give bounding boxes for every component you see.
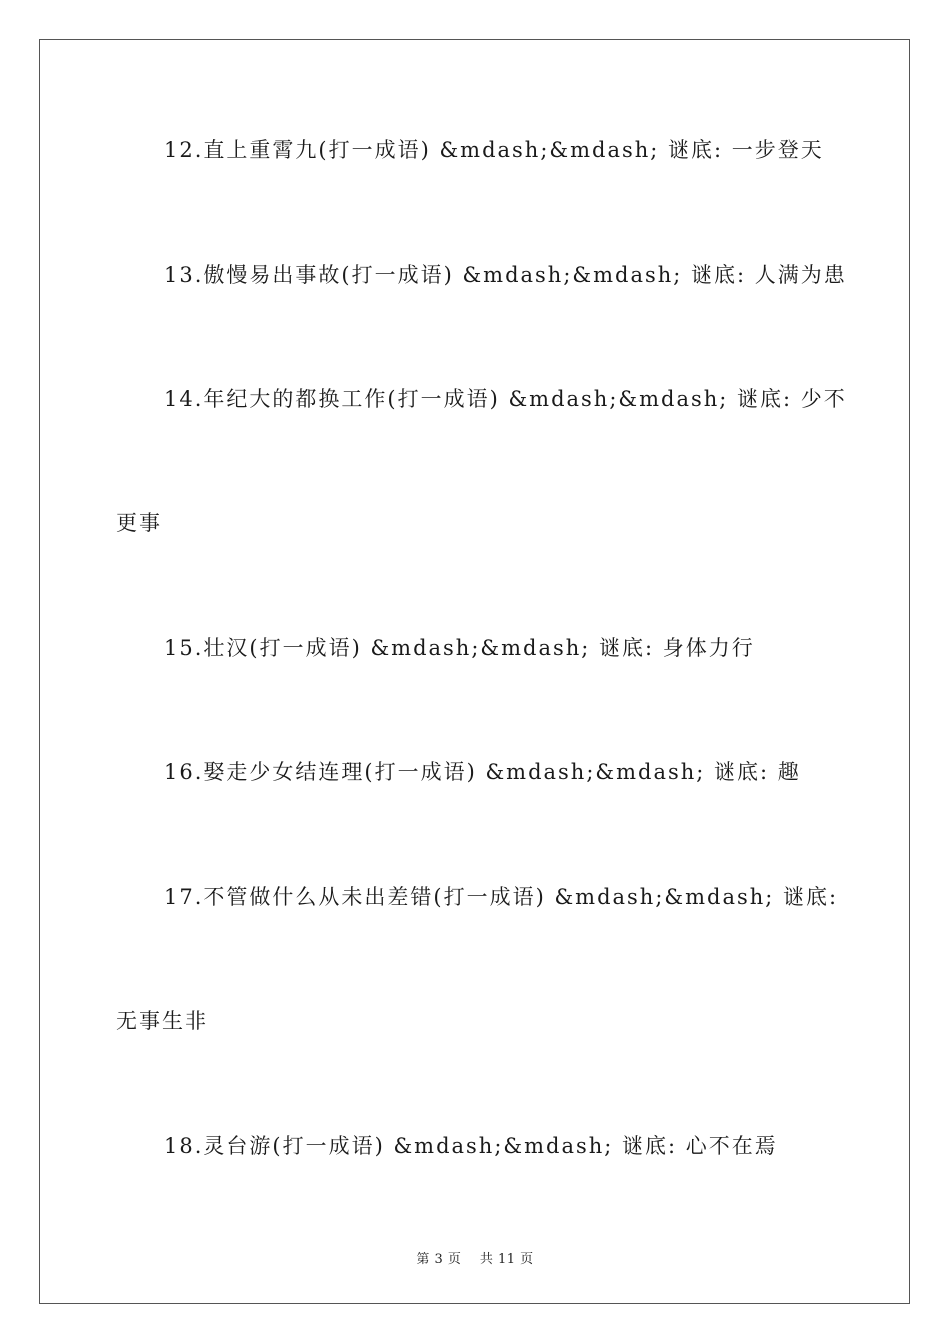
riddle-17: 17.不管做什么从未出差错(打一成语) &mdash;&mdash; 谜底: — [164, 885, 839, 909]
riddle-13: 13.傲慢易出事故(打一成语) &mdash;&mdash; 谜底: 人满为患 — [164, 263, 847, 287]
riddle-12: 12.直上重霄九(打一成语) &mdash;&mdash; 谜底: 一步登天 — [164, 138, 824, 162]
riddle-17-continuation: 无事生非 — [116, 1009, 208, 1033]
riddle-15: 15.壮汉(打一成语) &mdash;&mdash; 谜底: 身体力行 — [164, 636, 755, 660]
page-number-footer: 第 3 页 共 11 页 — [416, 1252, 534, 1267]
riddle-16: 16.娶走少女结连理(打一成语) &mdash;&mdash; 谜底: 趣 — [164, 760, 801, 784]
riddle-14: 14.年纪大的都换工作(打一成语) &mdash;&mdash; 谜底: 少不 — [164, 387, 847, 411]
riddle-18: 18.灵台游(打一成语) &mdash;&mdash; 谜底: 心不在焉 — [164, 1134, 778, 1158]
riddle-14-continuation: 更事 — [116, 511, 162, 535]
page-border — [39, 39, 910, 1304]
